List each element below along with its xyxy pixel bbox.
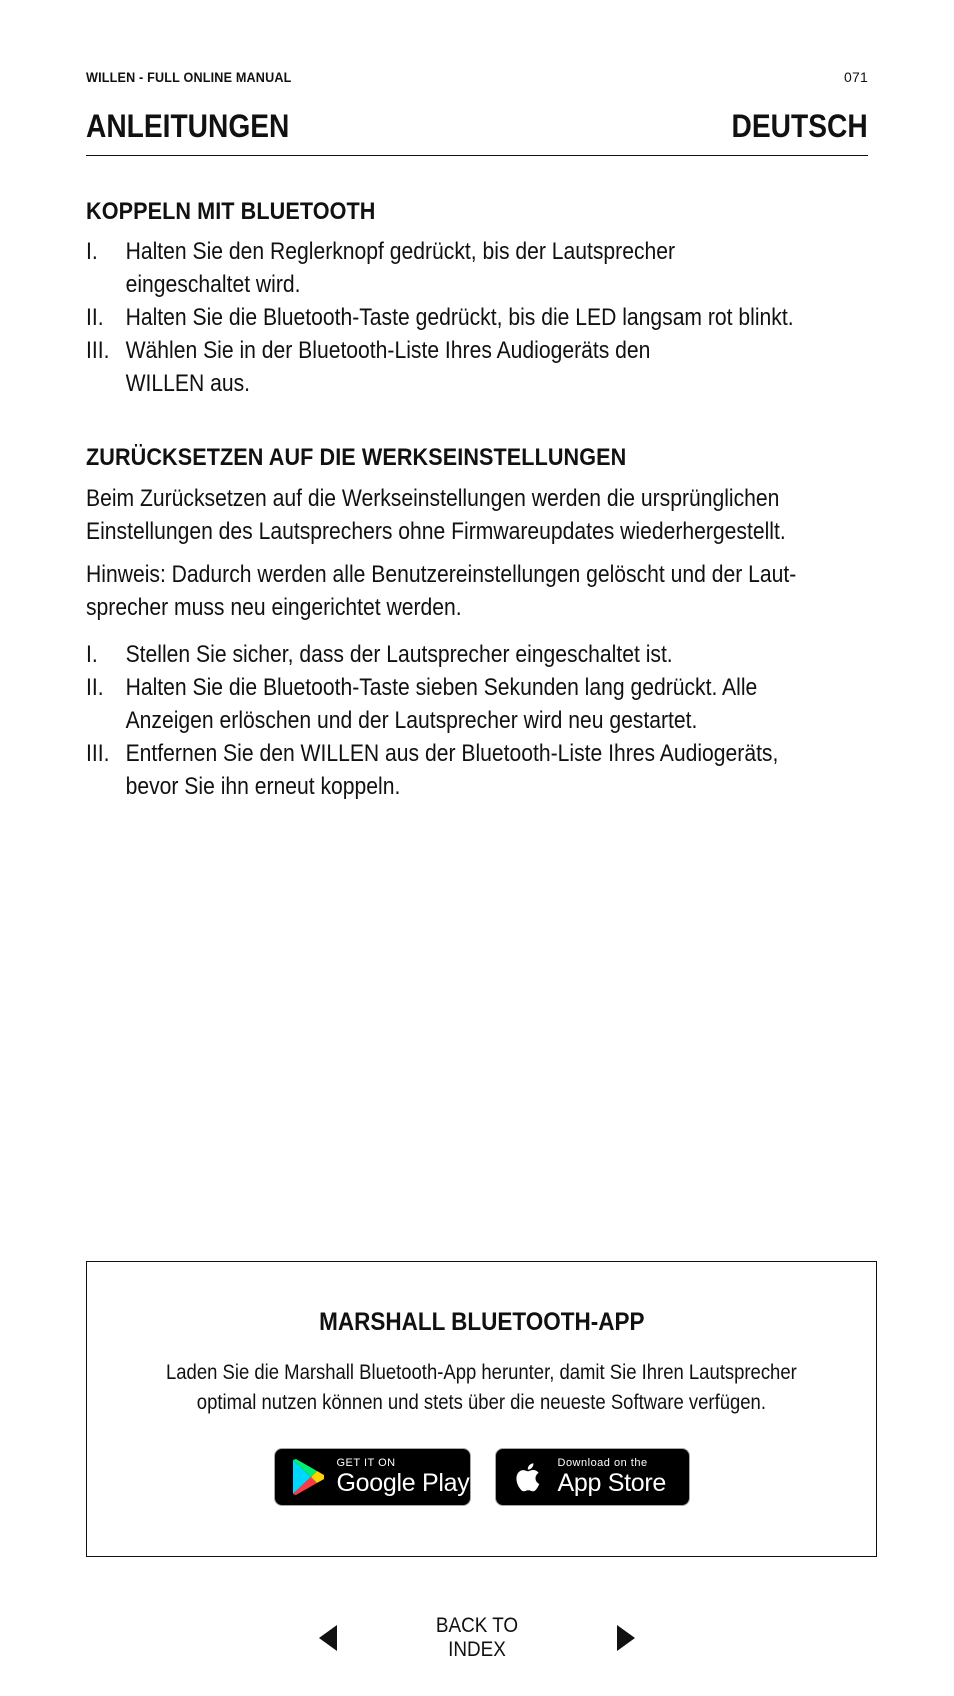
back-to-index-link[interactable]: BACK TO INDEX (435, 1614, 519, 1661)
manual-title: WILLEN - FULL ONLINE MANUAL (86, 69, 292, 85)
page-number: 071 (844, 69, 868, 85)
section-title: ANLEITUNGEN (86, 108, 290, 144)
list-item (86, 638, 874, 671)
reset-body (86, 482, 874, 803)
language-label: DEUTSCH (731, 108, 868, 144)
google-badge-small: GET IT ON (336, 1457, 396, 1469)
apple-badge-small: Download on the (557, 1457, 648, 1469)
app-box-title (87, 1308, 876, 1337)
google-badge-big: Google Play (336, 1469, 470, 1497)
apple-badge-big: App Store (557, 1469, 666, 1497)
reset-heading: ZURÜCKSETZEN AUF DIE WERKSEINSTELLUNGEN (86, 444, 627, 471)
store-badges (87, 1448, 876, 1506)
google-play-icon (287, 1457, 327, 1497)
step-text: Stellen Sie sicher, dass der Lautsprecher eingeschaltet ist. (125, 641, 673, 668)
arrow-right-icon[interactable] (617, 1625, 635, 1651)
app-box-description (87, 1358, 876, 1418)
google-play-button[interactable] (274, 1448, 471, 1506)
step-number: II. (86, 674, 104, 701)
step-number: III. (86, 337, 110, 364)
list-item (86, 737, 874, 803)
step-text: Halten Sie den Reglerknopf gedrückt, bis der Lautsprecher eingeschaltet wird. (125, 238, 676, 298)
arrow-left-icon[interactable] (319, 1625, 337, 1651)
step-number: I. (86, 238, 98, 265)
app-desc-line-2: optimal nutzen können und stets über die neueste Software verfügen. (196, 1391, 767, 1414)
reset-intro: Beim Zurücksetzen auf die Werkseinstellungen werden die ursprünglichen Einstellungen des Lautsprechers ohne Firmwareupdates wiederhergestellt. (86, 485, 786, 545)
reset-section (86, 444, 874, 472)
step-text: Wählen Sie in der Bluetooth-Liste Ihres Audiogeräts den WILLEN aus. (125, 337, 651, 397)
step-text: Halten Sie die Bluetooth-Taste sieben Sekunden lang gedrückt. Alle Anzeigen erlöschen und der Lautsprecher wird neu gestartet. (125, 674, 758, 734)
apple-icon (508, 1457, 548, 1497)
reset-note: Hinweis: Dadurch werden alle Benutzereinstellungen gelöscht und der Laut- sprecher muss neu eingerichtet werden. (86, 561, 797, 621)
app-desc-line-1: Laden Sie die Marshall Bluetooth-App herunter, damit Sie Ihren Lautsprecher (166, 1361, 797, 1384)
step-text: Entfernen Sie den WILLEN aus der Bluetooth-Liste Ihres Audiogeräts, bevor Sie ihn erneut koppeln. (125, 740, 779, 800)
step-number: II. (86, 304, 104, 331)
pairing-section (86, 198, 874, 226)
running-header (86, 69, 868, 85)
step-number: III. (86, 740, 110, 767)
app-store-button[interactable] (495, 1448, 690, 1506)
list-item (86, 334, 874, 400)
step-text: Halten Sie die Bluetooth-Taste gedrückt, bis die LED langsam rot blinkt. (125, 304, 794, 331)
footer-navigation (0, 1614, 954, 1662)
pairing-heading: KOPPELN MIT BLUETOOTH (86, 198, 376, 225)
list-item (86, 671, 874, 737)
pairing-steps (86, 235, 874, 400)
page-title-row (86, 108, 868, 156)
app-box-title-text: MARSHALL BLUETOOTH-APP (318, 1308, 645, 1336)
app-download-box (86, 1261, 877, 1557)
list-item (86, 235, 874, 301)
step-number: I. (86, 641, 98, 668)
list-item (86, 301, 874, 334)
